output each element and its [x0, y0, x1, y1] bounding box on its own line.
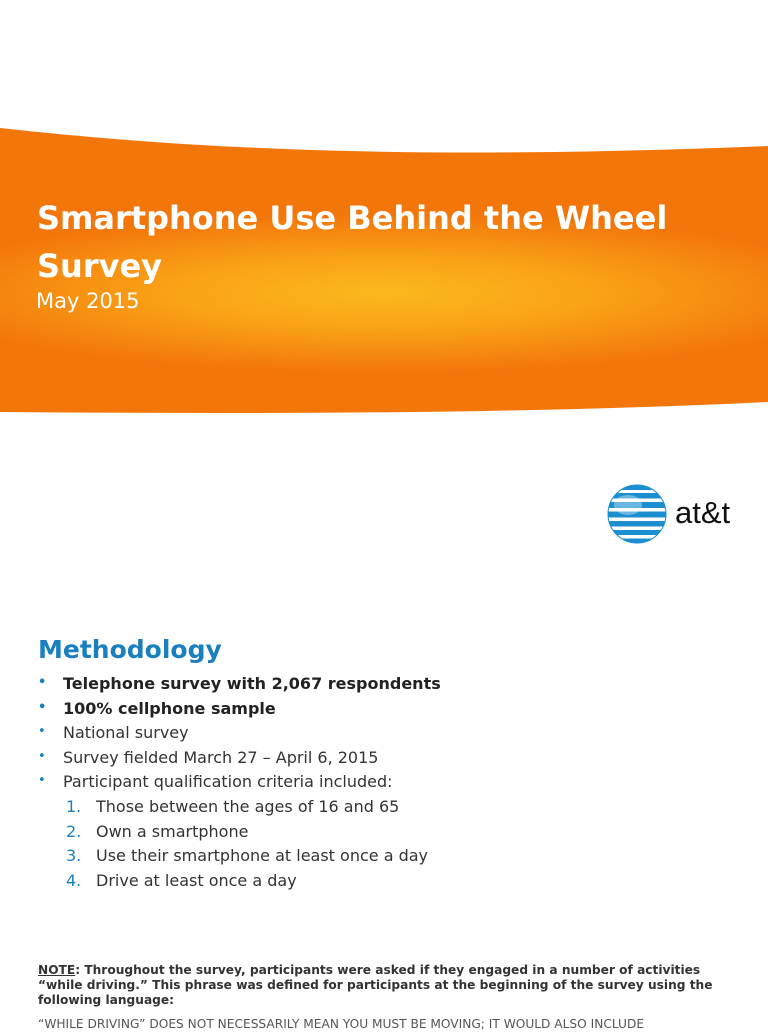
criteria-item — [66, 795, 428, 820]
criteria-item — [66, 844, 428, 869]
criteria-number: 1. — [66, 797, 82, 816]
note-quote: “WHILE DRIVING” DOES NOT NECESSARILY MEAN YOU MUST BE MOVING; IT WOULD ALSO INCLUDE — [38, 1017, 645, 1031]
criteria-text: Use their smartphone at least once a day — [96, 846, 429, 866]
methodology-heading: Methodology — [38, 635, 222, 664]
att-globe-icon — [606, 483, 668, 545]
note-label: NOTE — [38, 963, 76, 977]
methodology-bullet-list — [38, 672, 441, 795]
bullet-item: • 100% cellphone sample — [38, 697, 441, 722]
survey-note — [38, 963, 738, 1008]
criteria-text: Drive at least once a day — [96, 871, 297, 891]
slide-title: Smartphone Use Behind the Wheel Survey — [37, 199, 668, 285]
bullet-item: • National survey — [38, 721, 441, 746]
criteria-number: 2. — [66, 821, 82, 841]
bullet-item: • Telephone survey with 2,067 respondents — [38, 672, 441, 697]
att-logo — [606, 483, 756, 547]
slide-date: May 2015 — [36, 289, 140, 313]
criteria-number: 3. — [66, 846, 82, 866]
att-logo-text: at&t — [675, 495, 731, 530]
bullet-item: • Participant qualification criteria included: — [38, 770, 441, 795]
bullet-item: • Survey fielded March 27 – April 6, 2015 — [38, 746, 441, 771]
criteria-number: 4. — [66, 871, 82, 891]
criteria-item — [66, 820, 428, 845]
criteria-text: Own a smartphone — [96, 821, 249, 841]
criteria-item — [66, 869, 428, 894]
note-text: : Throughout the survey, participants were asked if they engaged in a number of activities “while driving.” This phrase was defined for participants at the beginning of the survey using the following language: — [38, 963, 713, 1007]
criteria-text: Those between the ages of 16 and 65 — [96, 797, 400, 816]
criteria-list — [66, 795, 428, 894]
